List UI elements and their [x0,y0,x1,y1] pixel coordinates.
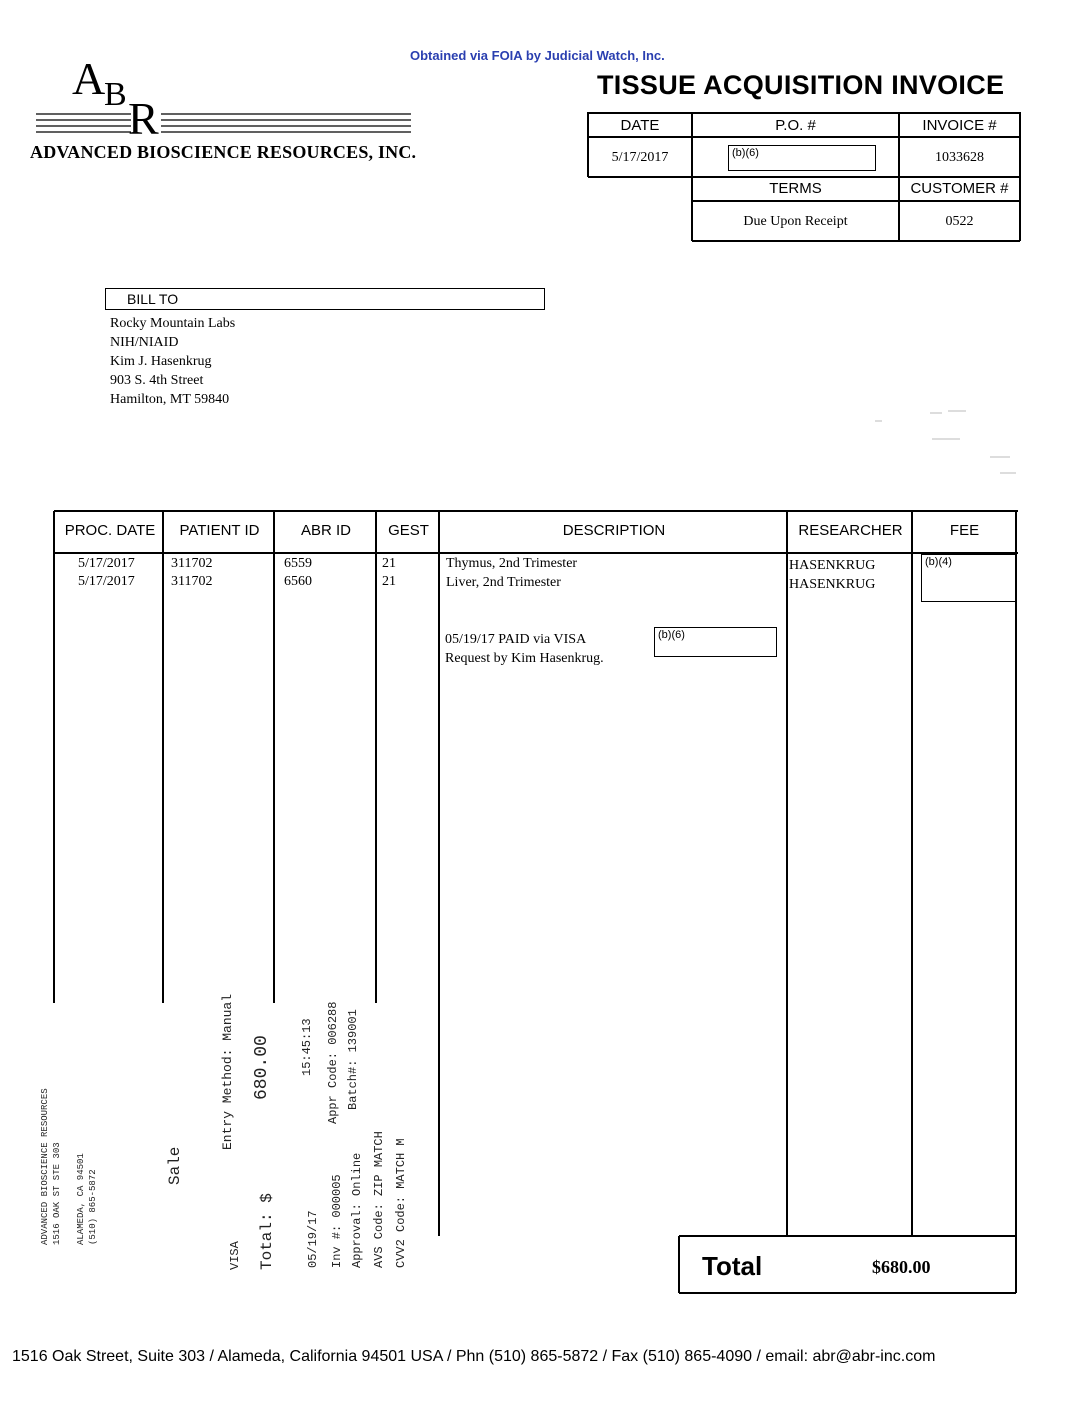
row2-patient-id: 311702 [171,574,213,589]
bill-to-line: Rocky Mountain Labs [110,316,236,331]
date-value: 5/17/2017 [611,150,669,165]
receipt-approval-code: Appr Code: 006288 [326,1001,340,1124]
logo-rule-lines [36,108,416,136]
row2-description: Liver, 2nd Trimester [446,575,561,590]
col-patient-id: PATIENT ID [179,522,260,539]
row2-gest: 21 [382,574,396,589]
total-value: $680.00 [872,1257,931,1277]
payment-redaction: (b)(6) [654,627,777,657]
row1-abr-id: 6559 [284,556,312,571]
col-gest: GEST [388,522,429,539]
footer-address: 1516 Oak Street, Suite 303 / Alameda, California 94501 USA / Phn (510) 865-5872 / Fax (510) 865-4090 / email: abr@abr-inc.com [12,1348,936,1365]
row1-description: Thymus, 2nd Trimester [446,556,578,571]
po-header: P.O. # [775,117,816,134]
company-name: ADVANCED BIOSCIENCE RESOURCES, INC. [30,142,417,162]
payment-note-line: 05/19/17 PAID via VISA [445,632,587,647]
terms-value: Due Upon Receipt [743,214,848,229]
receipt-total-amount: 680.00 [252,1035,272,1100]
col-fee: FEE [949,522,980,539]
col-proc-date: PROC. DATE [64,522,156,539]
fee-redaction: (b)(4) [921,554,1017,602]
receipt-avs-code: AVS Code: ZIP MATCH [372,1131,386,1268]
receipt-merchant-line: 1516 OAK ST STE 303 [52,1142,62,1245]
invoice-value: 1033628 [935,150,984,165]
scan-noise [870,395,1030,485]
terms-header: TERMS [769,180,822,197]
customer-header: CUSTOMER # [910,180,1009,197]
row2-proc-date: 5/17/2017 [78,574,135,589]
total-label: Total [702,1251,763,1281]
payment-note-line: Request by Kim Hasenkrug. [445,651,604,666]
receipt-approval: Approval: Online [350,1152,364,1268]
logo-letter-r: R [128,93,159,144]
row1-proc-date: 5/17/2017 [78,556,135,571]
receipt-merchant-line: (510) 865-5872 [88,1169,98,1245]
receipt-merchant-line: ALAMEDA, CA 94501 [76,1153,86,1245]
row1-patient-id: 311702 [171,556,213,571]
receipt-total-label: Total: $ [258,1193,276,1270]
receipt-merchant-line: ADVANCED BIOSCIENCE RESOURCES [40,1088,50,1245]
receipt-card-type: VISA [228,1241,242,1270]
receipt-batch: Batch#: 139001 [346,1009,360,1110]
po-redaction: (b)(6) [728,145,876,171]
bill-to-label: BILL TO [127,291,179,307]
bill-to-line: Hamilton, MT 59840 [110,392,230,407]
receipt-sale: Sale [166,1146,184,1185]
row1-gest: 21 [382,556,396,571]
customer-value: 0522 [945,214,974,229]
invoice-header: INVOICE # [922,117,997,134]
bill-to-line: Kim J. Hasenkrug [110,354,212,369]
logo-letter-b: B [104,76,127,113]
receipt-invoice-number: Inv #: 000005 [330,1174,344,1268]
col-description: DESCRIPTION [562,522,666,539]
row1-researcher: HASENKRUG [789,558,876,573]
foia-watermark: Obtained via FOIA by Judicial Watch, Inc. [410,48,665,63]
row2-abr-id: 6560 [284,574,312,589]
receipt-date: 05/19/17 [306,1210,320,1268]
bill-to-line: 903 S. 4th Street [110,373,204,388]
date-header: DATE [620,117,660,134]
logo-letter-a: A [72,53,106,104]
row2-researcher: HASENKRUG [789,577,876,592]
col-researcher: RESEARCHER [798,522,903,539]
items-table-grid [50,508,1022,1298]
bill-to-line: NIH/NIAID [110,335,179,350]
document-title: TISSUE ACQUISITION INVOICE [597,70,1005,100]
receipt-time: 15:45:13 [300,1018,314,1076]
receipt-cvv2-code: CVV2 Code: MATCH M [394,1138,408,1268]
receipt-entry-method: Entry Method: Manual [220,993,235,1150]
col-abr-id: ABR ID [300,522,351,539]
